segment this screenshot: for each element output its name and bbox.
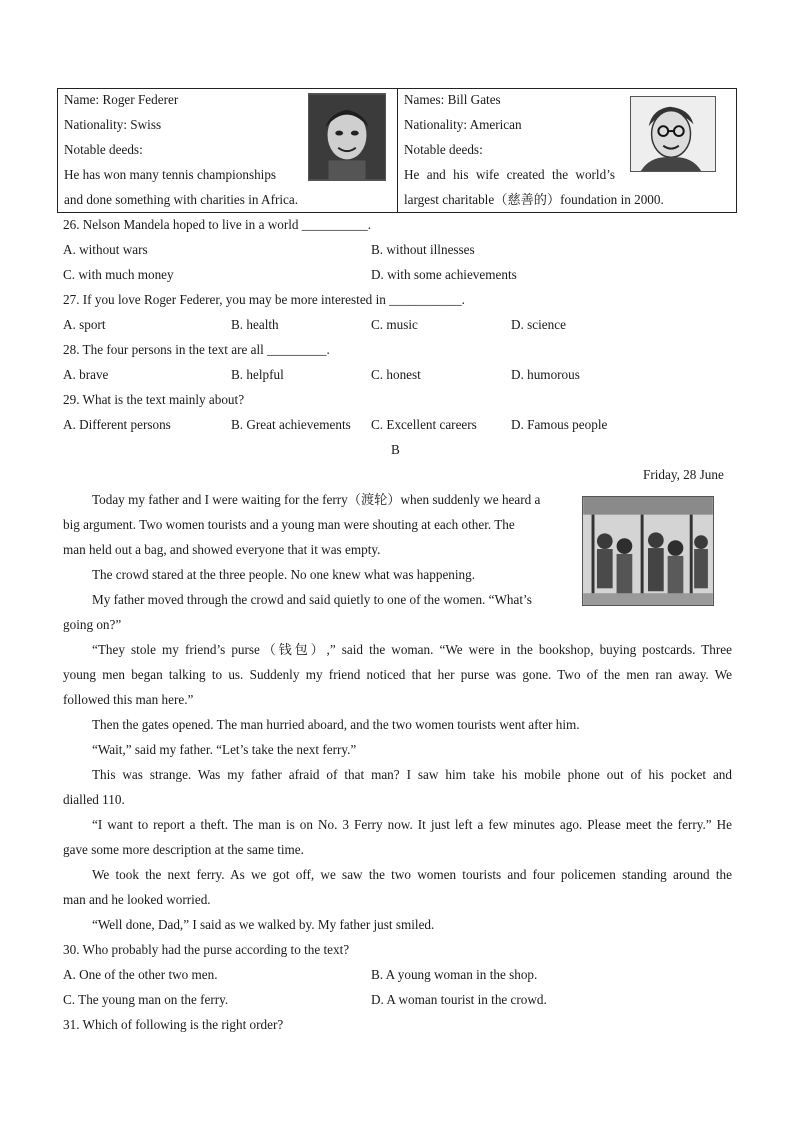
federer-photo [308,93,386,181]
question-28-option-a: A. brave [63,367,109,382]
question-27-option-b: B. health [231,317,279,332]
gates-name: Names: Bill Gates [404,92,501,107]
federer-deeds-line1: He has won many tennis championships [64,167,277,182]
question-30-option-a: A. One of the other two men. [63,967,218,982]
passage-line-18: “Well done, Dad,” I said as we walked by. My father just smiled. [92,917,435,932]
question-31-stem: 31. Which of following is the right order? [63,1017,284,1032]
crowd-illustration [583,497,713,605]
passage-line-5: My father moved through the crowd and said quietly to one of the women. “What’s [92,592,532,607]
passage-line-8: young men began talking to us. Suddenly my friend noticed that her purse was gone. Two of the men ran away. We [63,667,732,682]
passage-line-1: Today my father and I were waiting for the ferry（渡轮）when suddenly we heard a [92,492,541,507]
diary-date: Friday, 28 June [643,467,724,482]
ferry-crowd-photo [582,496,714,606]
passage-line-3: man held out a bag, and showed everyone that it was empty. [63,542,381,557]
passage-line-9: followed this man here.” [63,692,194,707]
federer-name: Name: Roger Federer [64,92,179,107]
passage-line-4: The crowd stared at the three people. No one knew what was happening. [92,567,476,582]
federer-deeds-line2: and done something with charities in Africa. [64,192,299,207]
question-27-stem: 27. If you love Roger Federer, you may be more interested in ___________. [63,292,465,307]
passage-line-16: We took the next ferry. As we got off, we saw the two women tourists and four policemen standing around the [92,867,732,882]
gates-deeds-line1: He and his wife created the world’s [404,167,615,182]
federer-deeds-label: Notable deeds: [64,142,143,157]
passage-line-14: “I want to report a theft. The man is on No. 3 Ferry now. It just left a few minutes ago. Please meet the ferry.” He [92,817,732,832]
question-26-option-b: B. without illnesses [371,242,475,257]
passage-line-13: dialled 110. [63,792,125,807]
question-29-option-c: C. Excellent careers [371,417,477,432]
question-26-option-a: A. without wars [63,242,148,257]
passage-line-11: “Wait,” said my father. “Let’s take the next ferry.” [92,742,357,757]
question-26-stem: 26. Nelson Mandela hoped to live in a world __________. [63,217,372,232]
passage-line-7: “They stole my friend’s purse（钱包）,” said the woman. “We were in the bookshop, buying postcards. Three [92,642,732,657]
question-30-stem: 30. Who probably had the purse according to the text? [63,942,350,957]
question-30-option-c: C. The young man on the ferry. [63,992,229,1007]
question-29-option-b: B. Great achievements [231,417,351,432]
passage-line-17: man and he looked worried. [63,892,211,907]
question-28-stem: 28. The four persons in the text are all _________. [63,342,330,357]
gates-deeds-label: Notable deeds: [404,142,483,157]
gates-photo [630,96,716,172]
section-b-heading: B [391,442,400,457]
passage-line-15: gave some more description at the same time. [63,842,304,857]
question-30-option-b: B. A young woman in the shop. [371,967,538,982]
question-27-option-d: D. science [511,317,566,332]
passage-line-10: Then the gates opened. The man hurried aboard, and the two women tourists went after him. [92,717,580,732]
question-26-option-d: D. with some achievements [371,267,517,282]
gates-portrait [631,97,715,171]
passage-line-2: big argument. Two women tourists and a young man were shouting at each other. The [63,517,515,532]
question-27-option-c: C. music [371,317,418,332]
gates-deeds-line2: largest charitable（慈善的）foundation in 2000. [404,192,664,207]
question-30-option-d: D. A woman tourist in the crowd. [371,992,547,1007]
federer-portrait [309,94,385,180]
gates-nationality: Nationality: American [404,117,522,132]
question-29-stem: 29. What is the text mainly about? [63,392,245,407]
question-29-option-d: D. Famous people [511,417,608,432]
question-28-option-d: D. humorous [511,367,580,382]
passage-line-12: This was strange. Was my father afraid of that man? I saw him take his mobile phone out of his pocket and [92,767,732,782]
passage-line-6: going on?” [63,617,122,632]
question-28-option-c: C. honest [371,367,421,382]
question-28-option-b: B. helpful [231,367,284,382]
question-26-option-c: C. with much money [63,267,174,282]
federer-nationality: Nationality: Swiss [64,117,162,132]
question-29-option-a: A. Different persons [63,417,171,432]
question-27-option-a: A. sport [63,317,106,332]
